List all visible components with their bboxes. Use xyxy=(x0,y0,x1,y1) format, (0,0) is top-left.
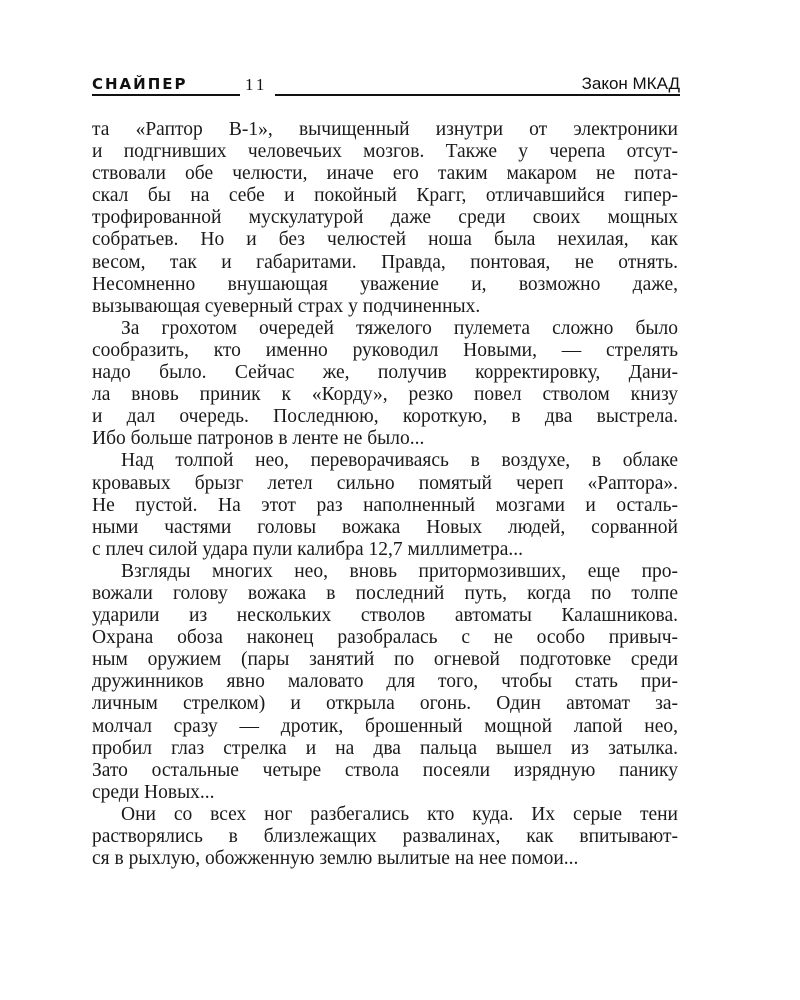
running-header xyxy=(92,73,680,97)
text-line: ствовали обе челюсти, иначе его таким макаром не пота- xyxy=(92,163,678,185)
text-line: вызывающая суеверный страх у подчиненных. xyxy=(92,295,481,317)
text-line: среди Новых... xyxy=(92,781,215,803)
paragraph xyxy=(92,561,678,804)
text-line: весом, так и габаритами. Правда, понтовая, не отнять. xyxy=(92,251,678,273)
text-line: Охрана обоза наконец разобралась с не особо привыч- xyxy=(92,627,678,649)
text-line: растворялись в близлежащих развалинах, как впитывают- xyxy=(92,826,678,847)
page-number: 11 xyxy=(245,75,268,94)
series-title: СНАЙПЕР xyxy=(92,75,188,93)
text-line: собратьев. Но и без челюстей ноша была нехилая, как xyxy=(92,229,678,251)
text-line: и подгнивших человечьих мозгов. Также у черепа отсут- xyxy=(92,141,678,163)
text-line: Зато остальные четыре ствола посеяли изрядную панику xyxy=(92,759,678,781)
paragraph xyxy=(92,119,678,318)
paragraph xyxy=(92,804,678,870)
paragraph xyxy=(92,450,678,560)
text-line: Не пустой. На этот раз наполненный мозгами и осталь- xyxy=(92,494,678,516)
text-line: личным стрелком) и открыла огонь. Один автомат за- xyxy=(92,693,678,715)
text-line: та «Раптор В-1», вычищенный изнутри от электроники xyxy=(92,119,678,140)
text-line: дружинников явно маловато для того, чтобы стать при- xyxy=(92,671,678,693)
text-line: ным оружием (пары занятий по огневой подготовке среди xyxy=(92,649,678,671)
text-line: За грохотом очередей тяжелого пулемета сложно было xyxy=(121,317,678,339)
text-line: кровавых брызг летел сильно помятый череп «Раптора». xyxy=(92,472,678,494)
text-line: ся в рыхлую, обожженную землю вылитые на нее помои... xyxy=(92,848,579,870)
text-line: ударили из нескольких стволов автоматы Калашникова. xyxy=(92,605,678,627)
text-line: Над толпой нео, переворачиваясь в воздухе, в облаке xyxy=(121,450,678,472)
header-rule-right xyxy=(275,94,680,96)
text-line: трофированной мускулатурой даже среди своих мощных xyxy=(92,207,678,229)
header-rule-left xyxy=(92,94,240,96)
text-line: Несомненно внушающая уважение и, возможно даже, xyxy=(92,273,678,295)
text-line: с плеч силой удара пули калибра 12,7 миллиметра... xyxy=(92,538,524,560)
text-line: молчал сразу — дротик, брошенный мощной лапой нео, xyxy=(92,715,678,737)
text-line: скал бы на себе и покойный Крагг, отличавшийся гипер- xyxy=(92,185,678,207)
book-title: Закон МКАД xyxy=(581,74,680,93)
text-line: Они со всех ног разбегались кто куда. Их серые тени xyxy=(121,803,678,825)
text-line: Ибо больше патронов в ленте не было... xyxy=(92,428,425,450)
text-line: надо было. Сейчас же, получив корректировку, Дани- xyxy=(92,362,678,384)
text-line: и дал очередь. Последнюю, короткую, в два выстрела. xyxy=(92,406,678,428)
text-line: сообразить, кто именно руководил Новыми, — стрелять xyxy=(92,339,678,361)
text-line: вожали голову вожака в последний путь, когда по толпе xyxy=(92,582,678,604)
text-line: ла вновь приник к «Корду», резко повел стволом книзу xyxy=(92,384,678,406)
text-line: ными частями головы вожака Новых людей, сорванной xyxy=(92,516,678,538)
text-line: пробил глаз стрелка и на два пальца вышел из затылка. xyxy=(92,737,678,759)
text-line: Взгляды многих нео, вновь притормозивших, еще про- xyxy=(121,560,678,582)
body-text xyxy=(92,119,678,870)
paragraph xyxy=(92,318,678,451)
